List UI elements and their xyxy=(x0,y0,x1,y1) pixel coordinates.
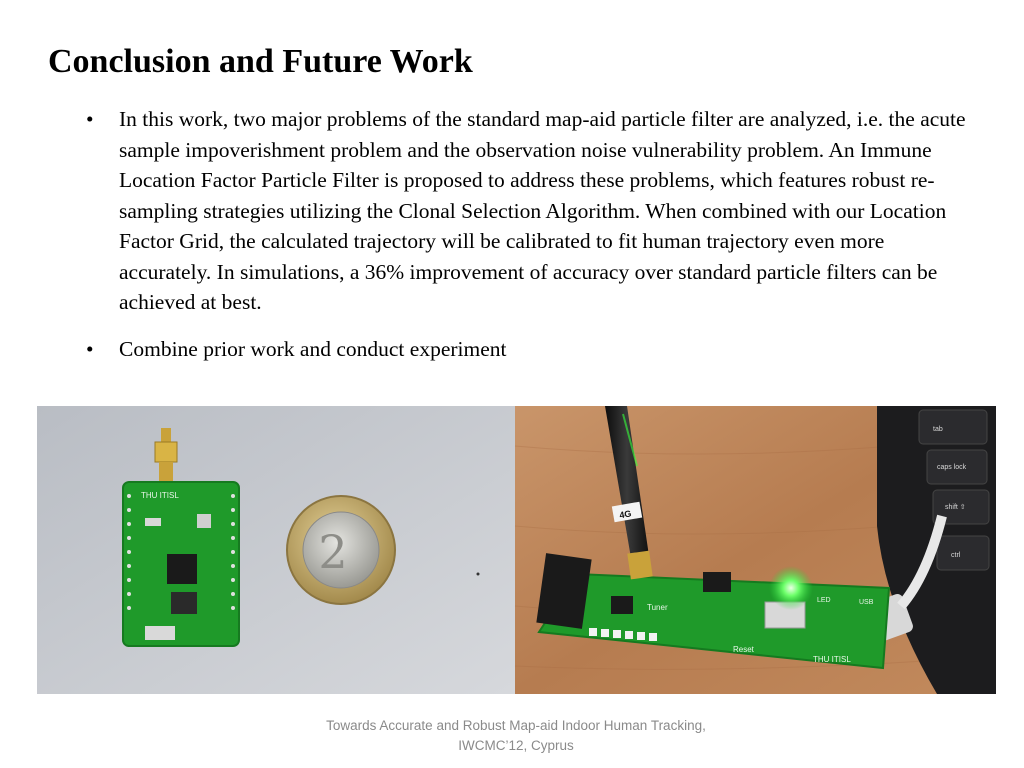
key-tab: tab xyxy=(933,426,943,433)
key-ctrl: ctrl xyxy=(951,552,961,559)
slide-title: Conclusion and Future Work xyxy=(48,43,473,80)
two-euro-coin xyxy=(287,496,395,604)
label-reset: Reset xyxy=(733,645,754,654)
label-tuner: Tuner xyxy=(647,603,668,612)
board-label-left: THU ITISL xyxy=(141,491,179,500)
slide-footer xyxy=(0,716,1024,756)
label-board-name: THU ITISL xyxy=(813,655,851,664)
bullet-dot: • xyxy=(86,336,94,361)
footer-line-1: Towards Accurate and Robust Map-aid Indoor Human Tracking, xyxy=(326,718,706,733)
experiment-photos xyxy=(37,406,996,694)
status-led xyxy=(769,566,813,610)
bullet-text: Combine prior work and conduct experiment xyxy=(119,336,507,361)
label-usb: USB xyxy=(859,599,874,606)
antenna-tag: 4G xyxy=(618,508,633,521)
key-shift: shift ⇧ xyxy=(945,504,966,511)
bullet-item xyxy=(86,334,966,365)
photo-right xyxy=(515,406,996,694)
bullet-dot: • xyxy=(86,107,94,131)
wireless-node-board xyxy=(123,482,239,646)
label-led: LED xyxy=(817,597,831,604)
bullet-text: In this work, two major problems of the standard map-aid particle filter are analyzed, i.e. the acute sample impoverishment problem and the observation noise vulnerability problem. An Immune Location Factor Particle Filter is proposed to address these problems, which features robust re-sampling strategies utilizing the Clonal Selection Algorithm. When combined with our Location Factor Grid, the calculated trajectory will be calibrated to fit human trajectory even more accurately. In simulations, a 36% improvement of accuracy over standard particle filters can be achieved at best. xyxy=(119,107,966,314)
bullet-item xyxy=(86,104,966,318)
bullet-list xyxy=(86,104,966,380)
photo-left xyxy=(37,406,515,694)
footer-line-2: IWCMC’12, Cyprus xyxy=(458,738,574,753)
coin-denomination: 2 xyxy=(318,525,348,579)
key-caps-lock: caps lock xyxy=(937,464,967,471)
